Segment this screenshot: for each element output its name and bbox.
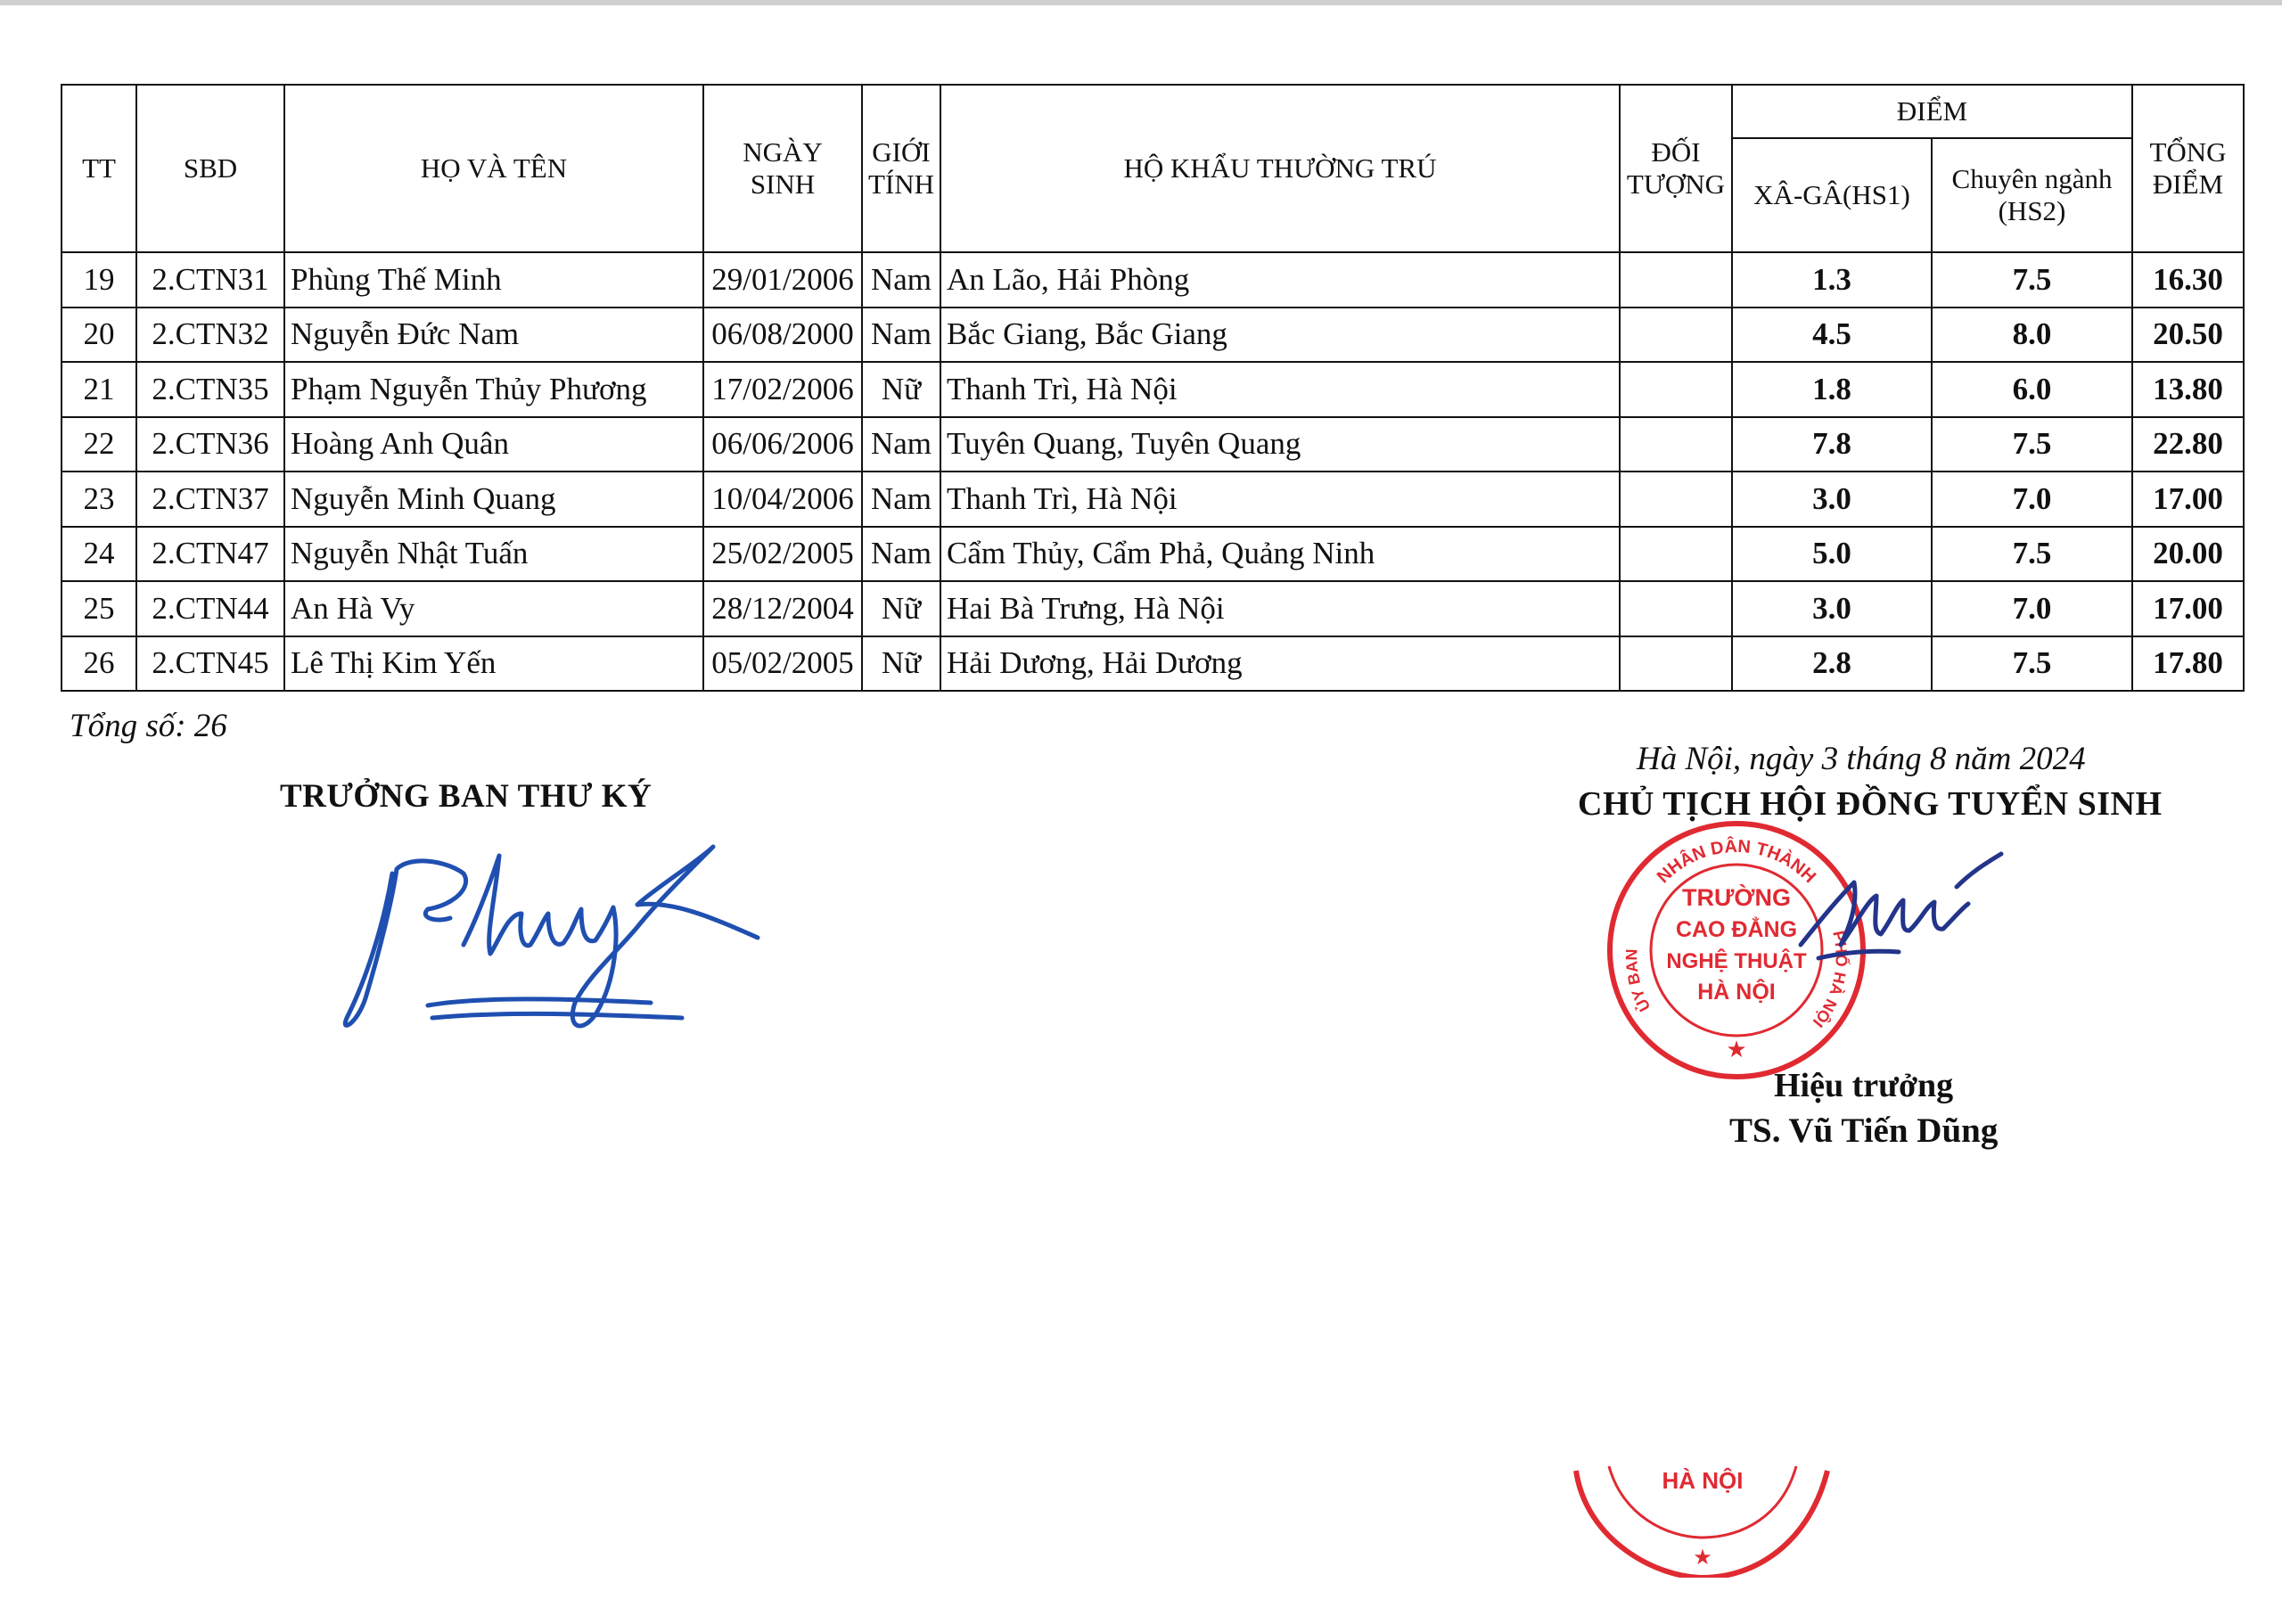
cell-dob: 05/02/2005	[703, 636, 862, 692]
header-sbd: SBD	[136, 85, 284, 252]
seal-bottom-star-icon: ★	[1693, 1546, 1712, 1570]
cell-address: Hải Dương, Hải Dương	[940, 636, 1620, 692]
cell-total: 22.80	[2132, 417, 2244, 472]
cell-tt: 20	[62, 308, 136, 363]
header-tt: TT	[62, 85, 136, 252]
cell-address: Bắc Giang, Bắc Giang	[940, 308, 1620, 363]
header-target: ĐỐI TƯỢNG	[1620, 85, 1732, 252]
chairman-signature	[1792, 838, 2006, 989]
seal-impression-partial	[1569, 1444, 1836, 1578]
cell-tt: 23	[62, 472, 136, 527]
cell-total: 20.50	[2132, 308, 2244, 363]
cell-name: Phùng Thế Minh	[284, 252, 703, 308]
table-row	[62, 472, 2244, 527]
cell-tt: 22	[62, 417, 136, 472]
header-name: HỌ VÀ TÊN	[284, 85, 703, 252]
cell-score2: 6.0	[1932, 362, 2132, 417]
cell-dob: 10/04/2006	[703, 472, 862, 527]
cell-dob: 29/01/2006	[703, 252, 862, 308]
seal-line4: HÀ NỘI	[1697, 980, 1776, 1005]
table-body	[62, 252, 2244, 691]
cell-total: 17.00	[2132, 472, 2244, 527]
cell-score2: 7.0	[1932, 581, 2132, 636]
header-dob: NGÀY SINH	[703, 85, 862, 252]
cell-score1: 1.8	[1732, 362, 1932, 417]
cell-sbd: 2.CTN37	[136, 472, 284, 527]
signer-name: TS. Vũ Tiến Dũng	[1729, 1111, 1999, 1150]
signer-position: Hiệu trưởng	[1774, 1067, 1954, 1104]
cell-target	[1620, 527, 1732, 582]
cell-score1: 3.0	[1732, 472, 1932, 527]
cell-name: An Hà Vy	[284, 581, 703, 636]
header-score-group: ĐIỂM	[1732, 85, 2132, 138]
cell-score1: 5.0	[1732, 527, 1932, 582]
total-count: Tổng số: 26	[70, 708, 227, 744]
table-header-row	[62, 85, 2244, 138]
cell-target	[1620, 362, 1732, 417]
table-row	[62, 581, 2244, 636]
cell-tt: 26	[62, 636, 136, 692]
table-row	[62, 636, 2244, 692]
header-address: HỘ KHẨU THƯỜNG TRÚ	[940, 85, 1620, 252]
cell-tt: 21	[62, 362, 136, 417]
cell-total: 17.80	[2132, 636, 2244, 692]
cell-name: Nguyễn Minh Quang	[284, 472, 703, 527]
cell-dob: 28/12/2004	[703, 581, 862, 636]
cell-sbd: 2.CTN32	[136, 308, 284, 363]
cell-gender: Nữ	[862, 636, 940, 692]
cell-total: 17.00	[2132, 581, 2244, 636]
cell-dob: 25/02/2005	[703, 527, 862, 582]
secretary-signature	[330, 820, 776, 1052]
cell-gender: Nam	[862, 308, 940, 363]
cell-target	[1620, 417, 1732, 472]
cell-gender: Nữ	[862, 581, 940, 636]
cell-gender: Nam	[862, 417, 940, 472]
cell-score2: 8.0	[1932, 308, 2132, 363]
cell-tt: 19	[62, 252, 136, 308]
cell-name: Phạm Nguyễn Thủy Phương	[284, 362, 703, 417]
cell-total: 13.80	[2132, 362, 2244, 417]
cell-target	[1620, 308, 1732, 363]
table-row	[62, 527, 2244, 582]
table-row	[62, 417, 2244, 472]
seal-line1: TRƯỜNG	[1682, 884, 1791, 911]
cell-address: Thanh Trì, Hà Nội	[940, 472, 1620, 527]
cell-total: 20.00	[2132, 527, 2244, 582]
results-table	[61, 84, 2245, 692]
seal-line2: CAO ĐẲNG	[1675, 917, 1798, 942]
cell-score1: 3.0	[1732, 581, 1932, 636]
cell-score2: 7.5	[1932, 252, 2132, 308]
cell-address: Thanh Trì, Hà Nội	[940, 362, 1620, 417]
table-row	[62, 308, 2244, 363]
seal-star-icon: ★	[1726, 1037, 1747, 1062]
cell-name: Lê Thị Kim Yến	[284, 636, 703, 692]
cell-target	[1620, 472, 1732, 527]
cell-score1: 2.8	[1732, 636, 1932, 692]
date-line: Hà Nội, ngày 3 tháng 8 năm 2024	[1637, 741, 2086, 777]
seal-bottom-text: HÀ NỘI	[1662, 1467, 1744, 1494]
cell-name: Hoàng Anh Quân	[284, 417, 703, 472]
cell-sbd: 2.CTN35	[136, 362, 284, 417]
cell-address: Hai Bà Trưng, Hà Nội	[940, 581, 1620, 636]
seal-ring-left: ỦY BAN	[1622, 948, 1654, 1015]
table-row	[62, 362, 2244, 417]
seal-ring-right: PHỐ HÀ NỘI	[1809, 929, 1851, 1031]
table-row	[62, 252, 2244, 308]
cell-target	[1620, 252, 1732, 308]
cell-sbd: 2.CTN31	[136, 252, 284, 308]
cell-tt: 24	[62, 527, 136, 582]
secretary-title: TRƯỞNG BAN THƯ KÝ	[280, 778, 653, 815]
chairman-title: CHỦ TỊCH HỘI ĐỒNG TUYỂN SINH	[1578, 785, 2163, 823]
cell-target	[1620, 581, 1732, 636]
cell-score2: 7.5	[1932, 527, 2132, 582]
header-score2: Chuyên ngành (HS2)	[1932, 138, 2132, 252]
cell-score1: 4.5	[1732, 308, 1932, 363]
cell-sbd: 2.CTN36	[136, 417, 284, 472]
cell-name: Nguyễn Nhật Tuấn	[284, 527, 703, 582]
cell-sbd: 2.CTN47	[136, 527, 284, 582]
cell-tt: 25	[62, 581, 136, 636]
cell-target	[1620, 636, 1732, 692]
cell-score2: 7.0	[1932, 472, 2132, 527]
header-score1: XÂ-GÂ(HS1)	[1732, 138, 1932, 252]
cell-dob: 06/08/2000	[703, 308, 862, 363]
cell-score2: 7.5	[1932, 417, 2132, 472]
cell-score2: 7.5	[1932, 636, 2132, 692]
cell-sbd: 2.CTN44	[136, 581, 284, 636]
cell-score1: 1.3	[1732, 252, 1932, 308]
seal-line3: NGHỆ THUẬT	[1666, 949, 1807, 973]
scan-edge	[0, 0, 2282, 5]
cell-gender: Nữ	[862, 362, 940, 417]
cell-score1: 7.8	[1732, 417, 1932, 472]
cell-total: 16.30	[2132, 252, 2244, 308]
cell-sbd: 2.CTN45	[136, 636, 284, 692]
svg-text:ỦY BAN	[1622, 948, 1654, 1014]
cell-address: Cẩm Thủy, Cẩm Phả, Quảng Ninh	[940, 527, 1620, 582]
cell-gender: Nam	[862, 252, 940, 308]
cell-gender: Nam	[862, 527, 940, 582]
cell-dob: 06/06/2006	[703, 417, 862, 472]
seal-ring-top: NHÂN DÂN THÀNH	[1653, 836, 1820, 888]
cell-name: Nguyễn Đức Nam	[284, 308, 703, 363]
header-total: TỔNG ĐIỂM	[2132, 85, 2244, 252]
cell-dob: 17/02/2006	[703, 362, 862, 417]
cell-address: Tuyên Quang, Tuyên Quang	[940, 417, 1620, 472]
cell-address: An Lão, Hải Phòng	[940, 252, 1620, 308]
header-gender: GIỚI TÍNH	[862, 85, 940, 252]
cell-gender: Nam	[862, 472, 940, 527]
